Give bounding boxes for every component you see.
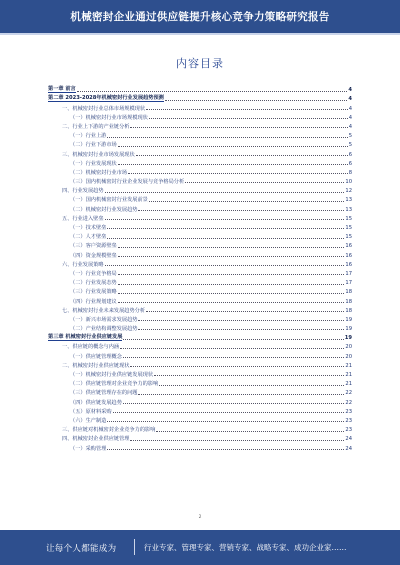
toc-entry[interactable] xyxy=(48,249,352,258)
toc-entry-page: 17 xyxy=(345,270,352,277)
toc-entry[interactable] xyxy=(48,93,352,102)
footer-divider xyxy=(134,539,135,555)
toc-entry-text: 七、机械密封行业未来发展趋势分析 xyxy=(62,307,146,314)
toc-entry-text: （一）技术壁垒 xyxy=(70,225,107,231)
toc-entry-page: 23 xyxy=(345,408,352,415)
toc-entry-text: （二）机械密封行业市场 xyxy=(70,169,128,176)
toc-entry-page: 10 xyxy=(345,179,352,186)
toc-entry-text: （五）原材料采购 xyxy=(70,408,112,415)
page-number: 2 xyxy=(198,515,202,520)
toc-entry-page: 4 xyxy=(348,114,352,121)
toc-entry-page: 5 xyxy=(348,133,352,140)
toc-entry-page: 21 xyxy=(345,372,352,378)
toc-entry-text: （二）行业发展态势 xyxy=(70,280,117,287)
toc-entry-text: （三）客户资源壁垒 xyxy=(70,243,117,250)
toc-entry[interactable] xyxy=(48,158,352,167)
toc-entry-page: 16 xyxy=(345,243,352,250)
toc-leader-dots xyxy=(146,311,344,312)
toc-entry-text: （三）国内机械密封行业企业发展与竞争格局分析 xyxy=(70,179,185,186)
toc-entry-page: 24 xyxy=(345,445,352,452)
toc-entry[interactable] xyxy=(48,222,352,231)
toc-entry-text: 第一章 前言 xyxy=(48,86,76,93)
toc-entry-text: （二）机械密封行业发展趋势 xyxy=(70,206,138,213)
toc-entry-page: 18 xyxy=(345,298,352,305)
toc-leader-dots xyxy=(107,449,344,450)
toc-entry-page: 23 xyxy=(345,427,352,434)
toc-entry-page: 24 xyxy=(345,436,352,443)
toc-entry[interactable] xyxy=(48,240,352,249)
toc-leader-dots xyxy=(118,146,348,147)
toc-leader-dots xyxy=(118,293,345,294)
footer-slogan: 让每个人都能成为 xyxy=(46,544,117,554)
toc-entry[interactable] xyxy=(48,350,352,359)
toc-entry-page: 19 xyxy=(345,326,352,333)
toc-entry-text: （二）行业下游市场 xyxy=(70,142,117,149)
toc-entry-text: （一）行业竞争格局 xyxy=(70,270,117,277)
footer-roles: 行业专家、管理专家、营销专家、战略专家、成功企业家…… xyxy=(144,543,347,552)
toc-entry-page: 22 xyxy=(345,399,352,406)
toc-entry-text: （二）供应链管理对企业竞争力的影响 xyxy=(70,381,159,388)
toc-entry-text: （四）资金规模壁垒 xyxy=(70,252,117,259)
toc-entry-text: （一）供应链管理概念 xyxy=(70,353,122,360)
toc-entry[interactable] xyxy=(48,185,352,194)
toc-entry-text: 三、供应链对机械密封企业竞争力的影响 xyxy=(62,427,156,434)
toc-entry[interactable] xyxy=(48,360,352,369)
toc-leader-dots xyxy=(107,228,344,229)
toc-entry-text: 第二章 2023-2028年机械密封行业发展趋势预测 xyxy=(48,95,164,102)
toc-entry-text: （一）行业发展现状 xyxy=(70,160,117,167)
toc-entry[interactable] xyxy=(48,130,352,139)
toc-entry[interactable] xyxy=(48,424,352,433)
toc-entry-page: 13 xyxy=(345,206,352,213)
toc-entry-page: 15 xyxy=(345,234,352,241)
toc-entry-page: 18 xyxy=(345,307,352,314)
toc-entry[interactable] xyxy=(48,442,352,451)
toc-leader-dots xyxy=(118,247,345,248)
toc-entry-page: 4 xyxy=(348,87,352,94)
toc-entry[interactable] xyxy=(48,341,352,350)
toc-entry[interactable] xyxy=(48,378,352,387)
toc-leader-dots xyxy=(77,91,348,92)
toc-leader-dots xyxy=(154,375,344,376)
toc-entry-text: （一）机械密封行业市场规模现状 xyxy=(70,114,148,121)
toc-entry-text: 二、行业上下游的产业链分析 xyxy=(62,123,130,130)
toc-leader-dots xyxy=(118,256,345,257)
toc-entry[interactable] xyxy=(48,295,352,304)
toc-entry-text: 三、机械密封行业市场发展现状 xyxy=(62,151,135,158)
toc-entry-page: 6 xyxy=(348,160,352,167)
toc-entry[interactable] xyxy=(48,323,352,332)
toc-entry[interactable] xyxy=(48,415,352,424)
toc-entry[interactable] xyxy=(48,194,352,203)
toc-entry-text: （一）机械密封行业供应链发展现状 xyxy=(70,372,154,378)
toc-entry-text: 四、行业发展趋势 xyxy=(62,188,104,195)
toc-entry-page: 13 xyxy=(345,197,352,204)
toc-leader-dots xyxy=(149,201,345,202)
toc-leader-dots xyxy=(118,302,345,303)
toc-entry[interactable] xyxy=(48,231,352,240)
toc-entry-page: 4 xyxy=(348,96,352,103)
toc-entry-page: 5 xyxy=(348,142,352,149)
toc-entry-text: （六）生产制造 xyxy=(70,417,107,424)
toc-leader-dots xyxy=(120,348,344,349)
toc-entry-page: 15 xyxy=(345,215,352,222)
toc-entry[interactable] xyxy=(48,387,352,396)
toc-leader-dots xyxy=(130,440,344,441)
toc-entry[interactable] xyxy=(48,396,352,405)
toc-entry[interactable] xyxy=(48,332,352,341)
toc-entry-text: 第三章 机械密封行业供应链发展 xyxy=(48,334,123,341)
toc-leader-dots xyxy=(138,329,344,330)
toc-entry-text: （一）国内机械密封行业发展前景 xyxy=(70,197,148,204)
toc-entry[interactable] xyxy=(48,406,352,415)
toc-leader-dots xyxy=(105,265,345,266)
toc-entry[interactable] xyxy=(48,305,352,314)
toc-entry[interactable] xyxy=(48,286,352,295)
toc-entry-text: （一）新兴市场需求发展趋势 xyxy=(70,316,138,323)
toc-leader-dots xyxy=(105,219,345,220)
table-of-contents xyxy=(48,84,352,452)
toc-entry[interactable] xyxy=(48,259,352,268)
toc-entry-text: （一）行业上游 xyxy=(70,133,107,140)
footer-banner xyxy=(0,530,400,565)
toc-leader-dots xyxy=(185,182,344,183)
toc-entry-page: 21 xyxy=(345,362,352,369)
toc-leader-dots xyxy=(149,118,348,119)
toc-leader-dots xyxy=(118,284,345,285)
toc-entry-page: 19 xyxy=(344,335,352,342)
toc-entry[interactable] xyxy=(48,84,352,93)
toc-entry-page: 22 xyxy=(345,390,352,397)
toc-entry-text: （四）行业规划建议 xyxy=(70,298,117,305)
toc-entry-text: （二）人才壁垒 xyxy=(70,234,107,241)
toc-leader-dots xyxy=(107,238,344,239)
toc-entry[interactable] xyxy=(48,369,352,378)
toc-leader-dots xyxy=(156,431,344,432)
toc-entry[interactable] xyxy=(48,213,352,222)
toc-leader-dots xyxy=(138,320,344,321)
toc-leader-dots xyxy=(146,109,348,110)
toc-entry-page: 23 xyxy=(345,417,352,424)
toc-entry-page: 20 xyxy=(345,344,352,351)
toc-leader-dots xyxy=(128,173,348,174)
toc-leader-dots xyxy=(123,403,345,404)
toc-entry-text: （三）供应链管理存在的问题 xyxy=(70,390,138,397)
toc-entry-page: 16 xyxy=(345,261,352,268)
toc-leader-dots xyxy=(159,385,344,386)
toc-entry-page: 6 xyxy=(348,151,352,158)
toc-entry-page: 18 xyxy=(345,289,352,296)
toc-entry[interactable] xyxy=(48,102,352,111)
toc-entry[interactable] xyxy=(48,314,352,323)
toc-entry-page: 4 xyxy=(348,123,352,130)
toc-entry[interactable] xyxy=(48,203,352,212)
toc-entry[interactable] xyxy=(48,433,352,442)
toc-entry[interactable] xyxy=(48,121,352,130)
toc-entry-text: 六、行业发展策略 xyxy=(62,261,104,268)
report-header xyxy=(0,0,400,33)
toc-leader-dots xyxy=(123,357,345,358)
toc-entry[interactable] xyxy=(48,112,352,121)
toc-entry[interactable] xyxy=(48,167,352,176)
toc-title: 内容目录 xyxy=(176,57,224,70)
toc-entry-text: 五、行业进入壁垒 xyxy=(62,215,104,222)
toc-entry-text: （三）行业发展策略 xyxy=(70,289,117,296)
toc-entry-text: 一、供应链的概念与内涵 xyxy=(62,344,120,351)
toc-entry[interactable] xyxy=(48,277,352,286)
toc-entry-text: 二、机械密封行业供应链现状 xyxy=(62,362,130,369)
report-title: 机械密封企业通过供应链提升核心竞争力策略研究报告 xyxy=(70,11,330,23)
toc-leader-dots xyxy=(138,394,344,395)
toc-entry[interactable] xyxy=(48,148,352,157)
toc-leader-dots xyxy=(107,421,344,422)
toc-leader-dots xyxy=(138,210,344,211)
toc-entry-page: 12 xyxy=(345,188,352,195)
toc-entry-text: （四）供应链发展趋势 xyxy=(70,399,122,406)
toc-entry[interactable] xyxy=(48,176,352,185)
toc-leader-dots xyxy=(113,412,345,413)
toc-entry-text: 一、机械密封行业总体市场规模现状 xyxy=(62,105,146,112)
toc-leader-dots xyxy=(105,192,345,193)
toc-leader-dots xyxy=(118,164,348,165)
toc-entry-page: 20 xyxy=(345,353,352,360)
toc-leader-dots xyxy=(123,339,343,340)
toc-entry-page: 21 xyxy=(345,381,352,388)
toc-leader-dots xyxy=(118,274,345,275)
header-divider xyxy=(0,33,400,35)
toc-leader-dots xyxy=(107,137,347,138)
toc-leader-dots xyxy=(130,127,347,128)
toc-entry[interactable] xyxy=(48,268,352,277)
toc-entry-page: 15 xyxy=(345,225,352,231)
toc-entry-page: 19 xyxy=(345,316,352,323)
toc-entry-page: 17 xyxy=(345,280,352,287)
toc-leader-dots xyxy=(136,155,348,156)
toc-leader-dots xyxy=(165,100,348,101)
toc-entry-text: （二）产业结构调整发展趋势 xyxy=(70,326,138,333)
toc-entry-text: 四、机械密封企业供应链管理 xyxy=(62,436,130,443)
toc-leader-dots xyxy=(130,366,344,367)
toc-entry-page: 8 xyxy=(348,169,352,176)
toc-entry-page: 16 xyxy=(345,252,352,259)
toc-entry-page: 4 xyxy=(348,105,352,112)
toc-entry[interactable] xyxy=(48,139,352,148)
toc-entry-text: （一）采购管理 xyxy=(70,445,107,452)
